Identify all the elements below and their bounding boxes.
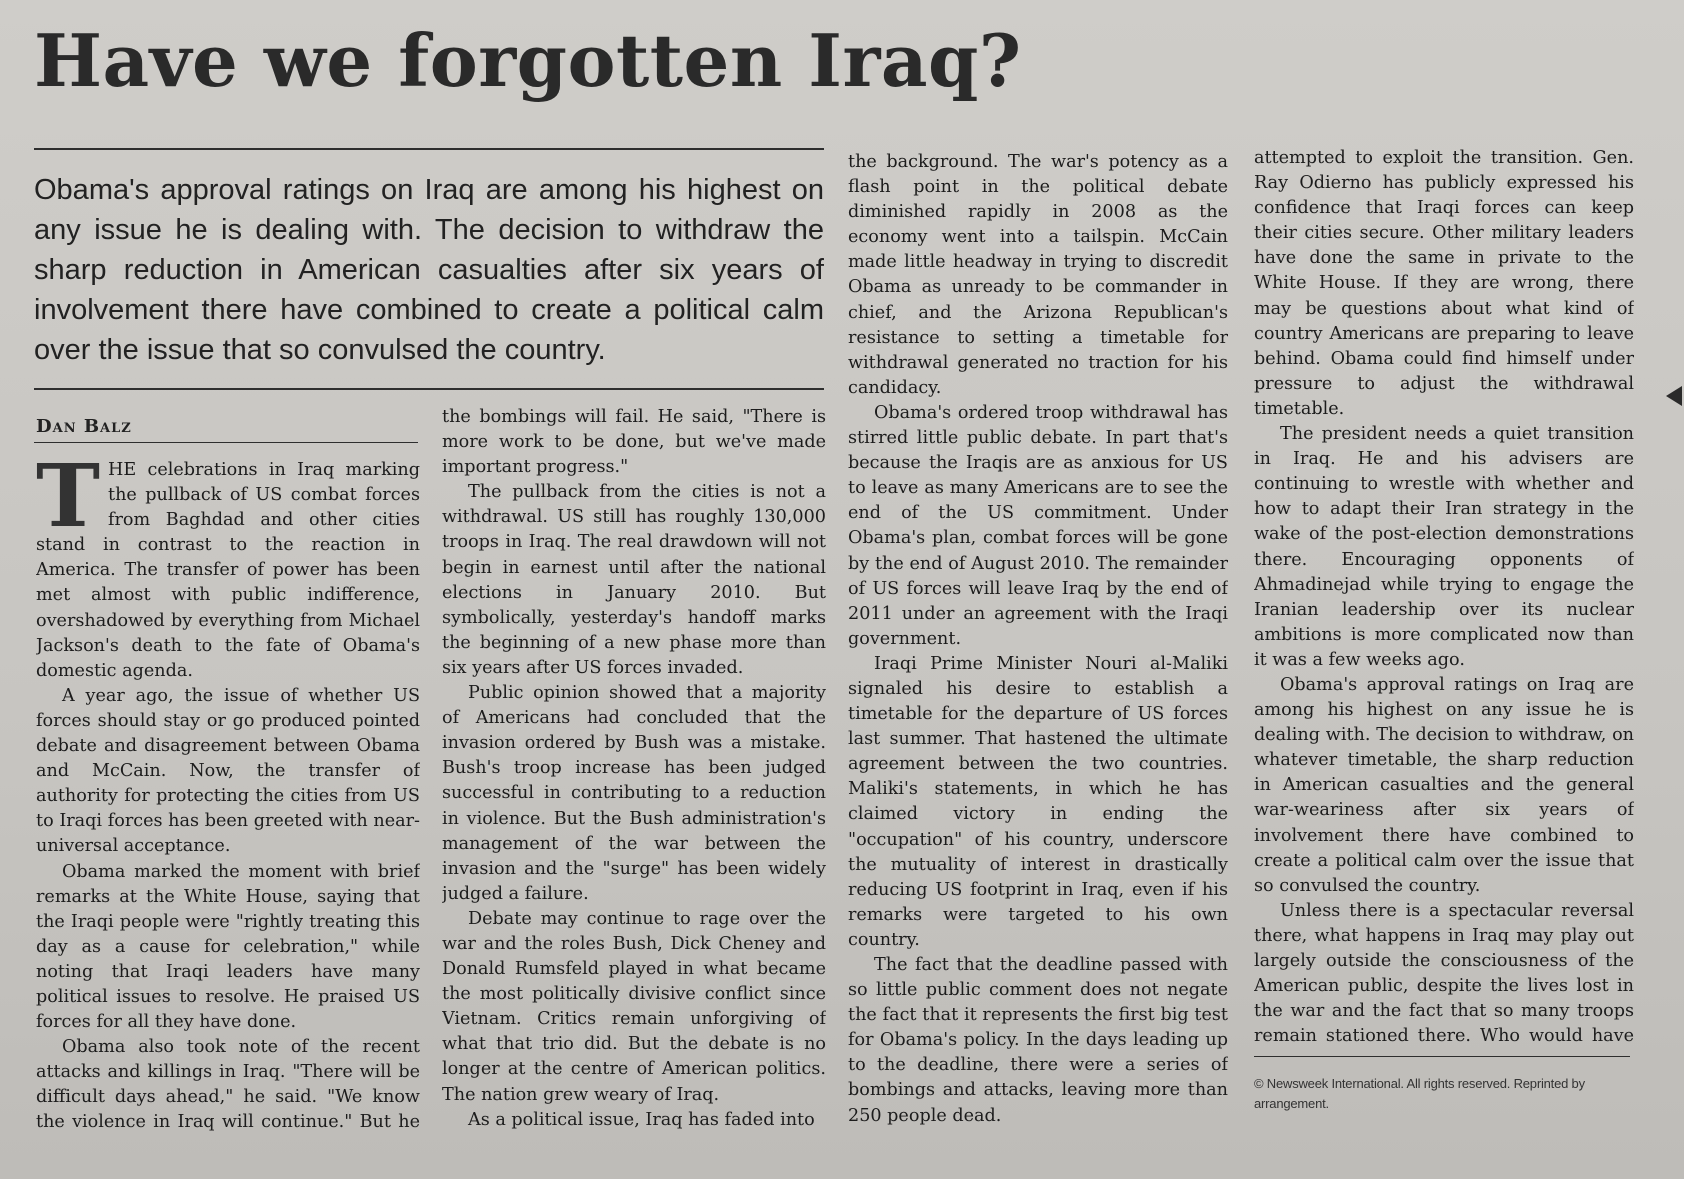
headline: Have we forgotten Iraq? — [34, 18, 1022, 103]
paragraph: Obama marked the moment with brief remarks at the White House, saying that the Iraqi people were "rightly treating this day as a cause for celebration," while noting that Iraqi leaders have many political issues to resolve. He praised US forces for all they have done. — [36, 861, 420, 1033]
column-4 — [1254, 146, 1634, 1046]
paragraph: Unless there is a spectacular reversal there, what happens in Iraq may play out largely outside the consciousness of the American public, despite the lives lost in the war and the fact that so many troops remain stationed there. Who would have — [1254, 900, 1634, 1046]
paragraph — [848, 1129, 1228, 1130]
column-3 — [848, 150, 1228, 1130]
paragraph: Obama's approval ratings on Iraq are among his highest on any issue he is dealing with. The decision to withdraw, on whatever timetable, the sharp reduction in American casualties and the general war-weariness after six years of involvement there have combined to create a political calm over the issue that so convulsed the country. — [1254, 674, 1634, 896]
paragraph: the bombings will fail. He said, "There is more work to be done, but we've made important progress." — [442, 407, 826, 478]
paragraph: Obama's ordered troop withdrawal has stirred little public debate. In part that's because the Iraqis are as anxious for US to leave as many Americans are to see the end of the US commitment. Under Obama's plan, combat forces will be gone by the end of August 2010. The remainder of US forces will leave Iraq by the end of 2011 under an agreement with the Iraqi government. — [848, 402, 1228, 649]
paragraph: Debate may continue to rage over the war and the roles Bush, Dick Cheney and Donald Rumsfeld played in what became the most politically divisive conflict since Vietnam. Critics remain unforgiving of what that trio did. But the debate is no longer at the centre of American politics. The nation grew weary of Iraq. — [442, 908, 826, 1105]
page-edge-arrow-icon — [1666, 386, 1682, 406]
copyright-credit: © Newsweek International. All rights reserved. Reprinted by arrangement. — [1254, 1076, 1585, 1111]
credit-rule — [1254, 1056, 1630, 1057]
paragraph: The pullback from the cities is not a withdrawal. US still has roughly 130,000 troops in Iraq. The real drawdown will not begin in earnest until after the national elections in January 2010. But symbolically, yesterday's handoff marks the beginning of a new phase more than six years after US forces invaded. — [442, 482, 826, 678]
lead-text: celebrations in Iraq marking the pullback of US combat forces from Baghdad and other cities stand in contrast to the reaction in America. The transfer of power has been met almost with public indifference, overshadowed by everything from Michael Jackson's death to the fate of Obama's domestic agenda. — [36, 460, 420, 681]
column-1 — [36, 458, 420, 1138]
deck: Obama's approval ratings on Iraq are among his highest on any issue he is dealing with. The decision to withdraw the sharp reduction in American casualties after six years of involvement there have combined to create a political calm over the issue that so convulsed the country. — [34, 174, 824, 366]
deck-bottom-rule — [34, 388, 824, 390]
paragraph: A year ago, the issue of whether US forces should stay or go produced pointed debate and disagreement between Obama and McCain. Now, the transfer of authority for protecting the cities from US to Iraqi forces has been greeted with near-universal acceptance. — [36, 685, 420, 857]
paragraph: The president needs a quiet transition in Iraq. He and his advisers are continuing to wrestle with whether and how to adapt their Iran strategy in the wake of the post-election demonstrations there. Encouraging opponents of Ahmadinejad while trying to engage the Iranian leadership over its nuclear ambitions is more complicated now than it was a few weeks ago. — [1254, 424, 1634, 670]
paragraph: Public opinion showed that a majority of Americans had concluded that the invasion ordered by Bush was a mistake. Bush's troop increase has been judged successful in contributing to a reduction in violence. But the Bush administration's management of the war between the invasion and the "surge" has been widely judged a failure. — [442, 683, 826, 904]
column-2 — [442, 405, 826, 1135]
lead-paragraph — [36, 458, 420, 684]
paragraph: Obama also took note of the recent attacks and killings in Iraq. "There will be difficult days ahead," he said. "We know the violence in Iraq will continue." But he — [36, 1037, 420, 1133]
paragraph: The fact that the deadline passed with so little public comment does not negate the fact that it represents the first big test for Obama's policy. In the days leading up to the deadline, there were a series of bombings and attacks, leaving more than 250 people dead. — [848, 955, 1228, 1126]
paragraph: attempted to exploit the transition. Gen. Ray Odierno has publicly expressed his confidence that Iraqi forces can keep their cities secure. Other military leaders have done the same in private to the White House. If they are wrong, there may be questions about what kind of country Americans are preparing to leave behind. Obama could find himself under pressure to adjust the withdrawal timetable. — [1254, 148, 1634, 419]
deck-top-rule — [34, 148, 824, 150]
paragraph: Iraqi Prime Minister Nouri al-Maliki signaled his desire to establish a timetable for the departure of US forces last summer. That hastened the ultimate agreement between the two countries. Maliki's statements, in which he has claimed victory in ending the "occupation" of his country, underscore the mutuality of interest in drastically reducing US footprint in Iraq, even if his remarks were targeted to his own country. — [848, 653, 1228, 950]
byline: Dan Balz — [36, 416, 132, 437]
paragraph: As a political issue, Iraq has faded into — [468, 1109, 815, 1130]
lead-smallcaps: HE — [108, 460, 137, 480]
dropcap: T — [36, 458, 100, 547]
byline-rule — [34, 442, 418, 443]
paragraph: the background. The war's potency as a flash point in the political debate diminished rapidly in 2008 as the economy went into a tailspin. McCain made little headway in trying to discredit Obama as unready to be commander in chief, and the Arizona Republican's resistance to setting a timetable for withdrawal generated no traction for his candidacy. — [848, 152, 1228, 398]
